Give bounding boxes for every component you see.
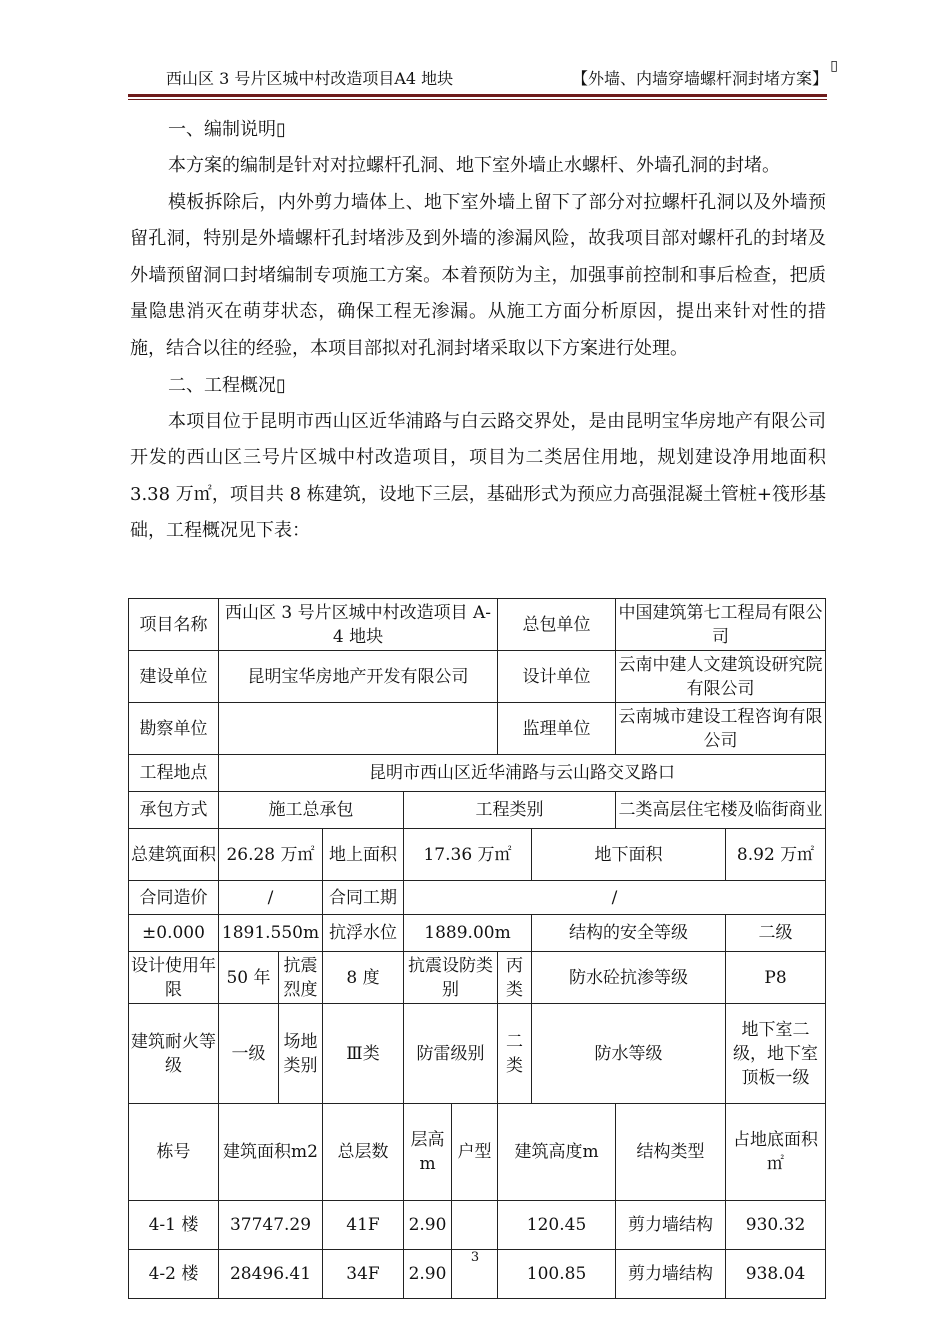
table-cell: 28496.41 <box>219 1250 323 1299</box>
cell-value: / <box>404 881 826 915</box>
table-row <box>129 1201 826 1250</box>
table-cell: 4-2 楼 <box>129 1250 219 1299</box>
cell-value: 丙类 <box>498 952 532 1004</box>
cell-value: 二级 <box>726 915 826 952</box>
page-number: 3 <box>470 1250 480 1265</box>
column-header: 建筑面积m2 <box>219 1104 323 1201</box>
cell-label: 设计单位 <box>498 651 616 703</box>
cell-value: 一级 <box>219 1004 279 1104</box>
table-cell: 930.32 <box>726 1201 826 1250</box>
cell-value <box>219 703 498 755</box>
cell-label: 防雷级别 <box>404 1004 498 1104</box>
cell-label: 防水等级 <box>532 1004 726 1104</box>
cell-value: 26.28 万㎡ <box>219 829 323 881</box>
cell-value: 二类 <box>498 1004 532 1104</box>
section-heading-2: 二、工程概况▯ <box>168 374 286 396</box>
paragraph-2: 模板拆除后，内外剪力墙体上、地下室外墙上留下了部分对拉螺杆孔洞以及外墙预留孔洞，特别是外墙螺杆孔封堵涉及到外墙的渗漏风险，故我项目部对螺杆孔的封堵及外墙预留洞口封堵编制专项施工方案。本着预防为主，加强事前控制和事后检查，把质量隐患消灭在萌芽状态，确保工程无渗漏。从施工方面分析原因，提出来针对性的措施，结合以往的经验，本项目部拟对孔洞封堵采取以下方案进行处理。 <box>130 191 826 359</box>
cell-label: 地上面积 <box>323 829 404 881</box>
column-header: 层高m <box>404 1104 452 1201</box>
header-project-title: 西山区 3 号片区城中村改造项目A4 地块 <box>166 69 454 88</box>
cell-value: 中国建筑第七工程局有限公司 <box>616 599 826 651</box>
header-mark-glyph: ▯ <box>830 58 838 74</box>
cell-label: 监理单位 <box>498 703 616 755</box>
cell-label: 地下面积 <box>532 829 726 881</box>
header-rule-thin <box>128 99 827 100</box>
column-header: 栋号 <box>129 1104 219 1201</box>
cell-value: 施工总承包 <box>219 792 404 829</box>
page-header <box>128 58 838 90</box>
table-cell: 41F <box>323 1201 404 1250</box>
column-header: 建筑高度m <box>498 1104 616 1201</box>
cell-label: 建筑耐火等级 <box>129 1004 219 1104</box>
table-cell: 剪力墙结构 <box>616 1250 726 1299</box>
cell-value: 50 年 <box>219 952 279 1004</box>
cell-label: 建设单位 <box>129 651 219 703</box>
table-cell: 938.04 <box>726 1250 826 1299</box>
cell-label: 承包方式 <box>129 792 219 829</box>
cell-value: 西山区 3 号片区城中村改造项目 A-4 地块 <box>219 599 498 651</box>
table-cell: 100.85 <box>498 1250 616 1299</box>
cell-label: 抗震烈度 <box>279 952 323 1004</box>
cell-value: 昆明宝华房地产开发有限公司 <box>219 651 498 703</box>
table-cell: 4-1 楼 <box>129 1201 219 1250</box>
cell-label: 场地类别 <box>279 1004 323 1104</box>
cell-value: 8 度 <box>323 952 404 1004</box>
cell-value: 1889.00m <box>404 915 532 952</box>
header-document-title: 【外墙、内墙穿墙螺杆洞封堵方案】 <box>571 69 828 88</box>
section-heading-1: 一、编制说明▯ <box>168 119 286 140</box>
cell-label: 抗震设防类别 <box>404 952 498 1004</box>
cell-value: 昆明市西山区近华浦路与云山路交叉路口 <box>219 755 826 792</box>
cell-label: 合同造价 <box>129 881 219 915</box>
cell-value: 云南中建人文建筑设研究院有限公司 <box>616 651 826 703</box>
cell-value: 17.36 万㎡ <box>404 829 532 881</box>
header-rule-thick <box>128 94 827 97</box>
cell-value: 1891.550m <box>219 915 323 952</box>
table-cell: 剪力墙结构 <box>616 1201 726 1250</box>
cell-label: 抗浮水位 <box>323 915 404 952</box>
cell-label: 总包单位 <box>498 599 616 651</box>
cell-value: P8 <box>726 952 826 1004</box>
table-cell: 37747.29 <box>219 1201 323 1250</box>
cell-value: 8.92 万㎡ <box>726 829 826 881</box>
table-cell: 120.45 <box>498 1201 616 1250</box>
cell-value: / <box>219 881 323 915</box>
paragraph-1: 本方案的编制是针对对拉螺杆孔洞、地下室外墙止水螺杆、外墙孔洞的封堵。 <box>168 155 780 176</box>
table-cell: 2.90 <box>404 1250 452 1299</box>
column-header: 结构类型 <box>616 1104 726 1201</box>
table-cell <box>452 1201 498 1250</box>
project-overview-table <box>128 598 826 1299</box>
cell-label: ±0.000 <box>129 915 219 952</box>
document-body <box>130 112 826 550</box>
table-cell: 2.90 <box>404 1201 452 1250</box>
cell-label: 工程地点 <box>129 755 219 792</box>
cell-label: 设计使用年限 <box>129 952 219 1004</box>
cell-label: 项目名称 <box>129 599 219 651</box>
cell-value: 二类高层住宅楼及临街商业 <box>616 792 826 829</box>
cell-value: 地下室二级，地下室顶板一级 <box>726 1004 826 1104</box>
cell-label: 工程类别 <box>404 792 616 829</box>
column-header: 占地底面积㎡ <box>726 1104 826 1201</box>
cell-label: 勘察单位 <box>129 703 219 755</box>
cell-value: Ⅲ类 <box>323 1004 404 1104</box>
cell-label: 防水砼抗渗等级 <box>532 952 726 1004</box>
cell-label: 合同工期 <box>323 881 404 915</box>
cell-label: 结构的安全等级 <box>532 915 726 952</box>
column-header: 户型 <box>452 1104 498 1201</box>
table-cell: 34F <box>323 1250 404 1299</box>
column-header: 总层数 <box>323 1104 404 1201</box>
paragraph-3: 本项目位于昆明市西山区近华浦路与白云路交界处，是由昆明宝华房地产有限公司开发的西山区三号片区城中村改造项目，项目为二类居住用地，规划建设净用地面积 3.38 万㎡，项目共 8 栋建筑，设地下三层，基础形式为预应力高强混凝土管桩+筏形基础，工程概况见下表： <box>130 410 826 542</box>
cell-value: 云南城市建设工程咨询有限公司 <box>616 703 826 755</box>
cell-label: 总建筑面积 <box>129 829 219 881</box>
